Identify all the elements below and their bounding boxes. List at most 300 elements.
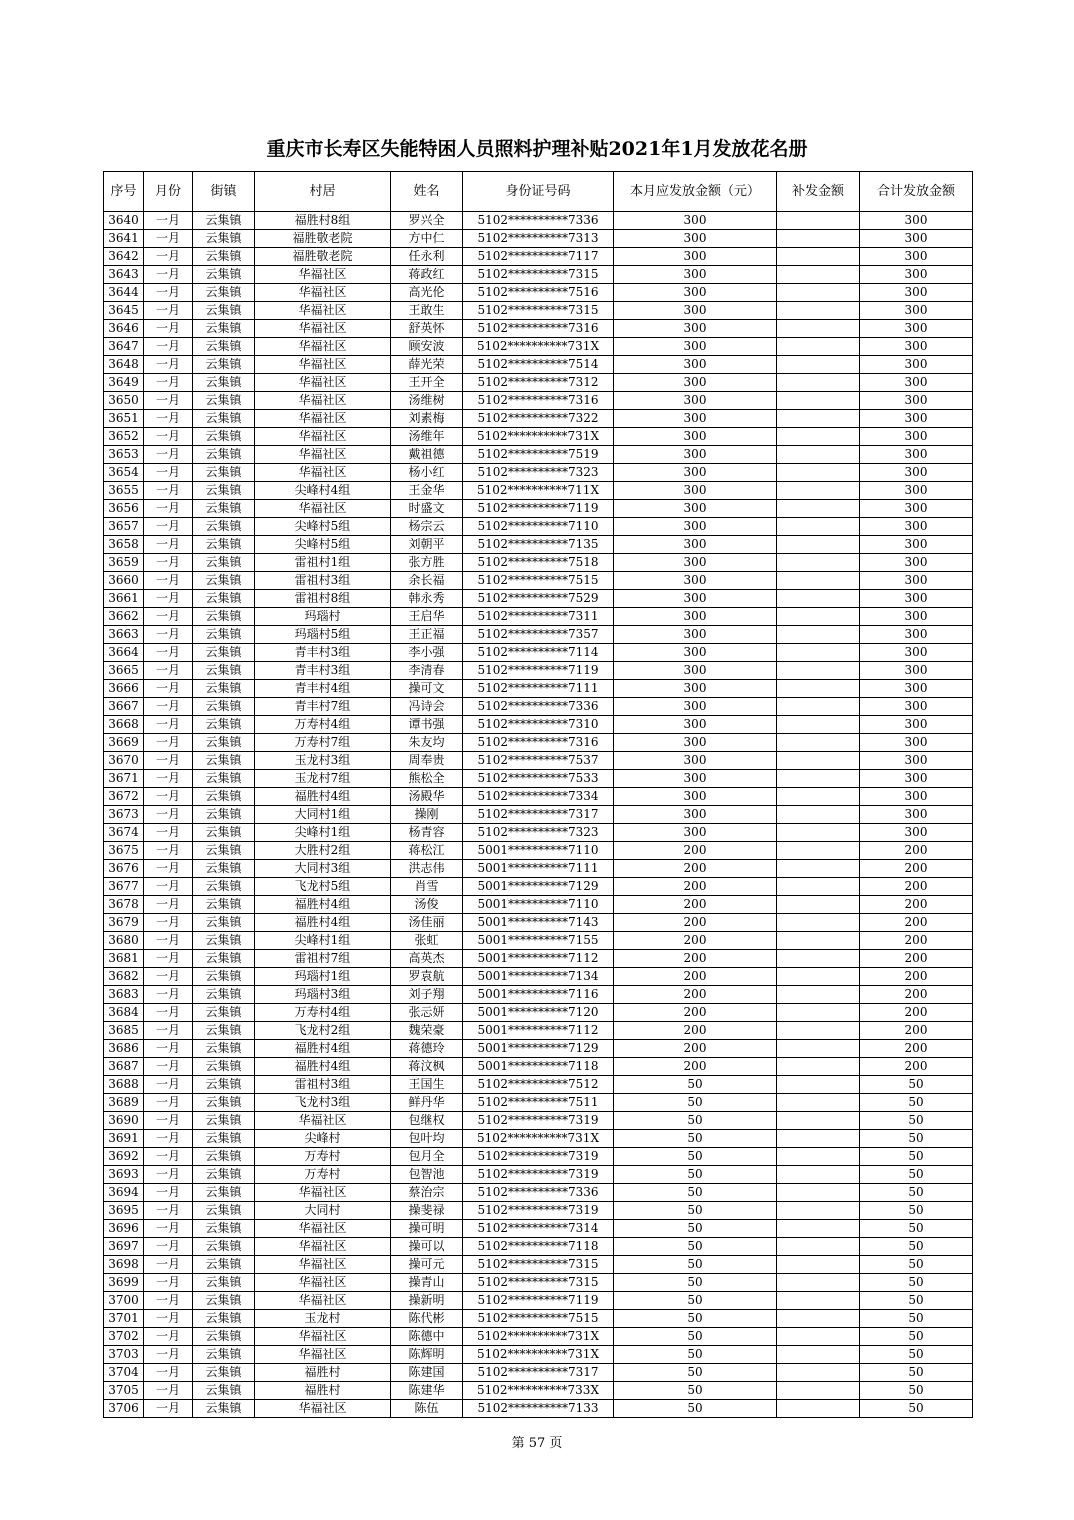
cell-town: 云集镇 — [193, 356, 255, 374]
cell-total-amount: 300 — [860, 392, 973, 410]
cell-id-number: 5102**********7537 — [463, 752, 614, 770]
cell-town: 云集镇 — [193, 1040, 255, 1058]
cell-monthly-amount: 300 — [614, 608, 777, 626]
table-row — [104, 1184, 973, 1202]
cell-name: 王启华 — [391, 608, 463, 626]
cell-seq: 3678 — [104, 896, 144, 914]
cell-month: 一月 — [144, 1328, 193, 1346]
cell-name: 鲜丹华 — [391, 1094, 463, 1112]
cell-town: 云集镇 — [193, 248, 255, 266]
table-row — [104, 626, 973, 644]
cell-month: 一月 — [144, 572, 193, 590]
cell-seq: 3657 — [104, 518, 144, 536]
cell-name: 张虹 — [391, 932, 463, 950]
cell-month: 一月 — [144, 590, 193, 608]
cell-month: 一月 — [144, 734, 193, 752]
cell-town: 云集镇 — [193, 266, 255, 284]
cell-total-amount: 50 — [860, 1184, 973, 1202]
cell-seq: 3653 — [104, 446, 144, 464]
cell-name: 余长福 — [391, 572, 463, 590]
table-row — [104, 842, 973, 860]
cell-id-number: 5102**********7336 — [463, 1184, 614, 1202]
cell-month: 一月 — [144, 1130, 193, 1148]
cell-monthly-amount: 300 — [614, 212, 777, 230]
table-row — [104, 1166, 973, 1184]
cell-name: 汤维树 — [391, 392, 463, 410]
cell-village: 福胜村4组 — [255, 1058, 391, 1076]
cell-total-amount: 300 — [860, 716, 973, 734]
cell-seq: 3694 — [104, 1184, 144, 1202]
table-row — [104, 266, 973, 284]
cell-monthly-amount: 200 — [614, 1058, 777, 1076]
table-row — [104, 464, 973, 482]
cell-monthly-amount: 50 — [614, 1148, 777, 1166]
table-row — [104, 1022, 973, 1040]
cell-town: 云集镇 — [193, 842, 255, 860]
cell-month: 一月 — [144, 896, 193, 914]
cell-town: 云集镇 — [193, 734, 255, 752]
cell-town: 云集镇 — [193, 338, 255, 356]
cell-month: 一月 — [144, 1364, 193, 1382]
cell-supplement-amount — [777, 1202, 860, 1220]
cell-supplement-amount — [777, 266, 860, 284]
table-row — [104, 1292, 973, 1310]
cell-total-amount: 300 — [860, 320, 973, 338]
cell-supplement-amount — [777, 680, 860, 698]
table-row — [104, 1076, 973, 1094]
cell-seq: 3699 — [104, 1274, 144, 1292]
cell-monthly-amount: 200 — [614, 1022, 777, 1040]
cell-monthly-amount: 50 — [614, 1400, 777, 1418]
cell-month: 一月 — [144, 482, 193, 500]
cell-month: 一月 — [144, 1400, 193, 1418]
cell-seq: 3648 — [104, 356, 144, 374]
table-row — [104, 1094, 973, 1112]
cell-name: 韩永秀 — [391, 590, 463, 608]
cell-town: 云集镇 — [193, 824, 255, 842]
table-row — [104, 1382, 973, 1400]
cell-total-amount: 200 — [860, 932, 973, 950]
cell-month: 一月 — [144, 968, 193, 986]
cell-supplement-amount — [777, 1040, 860, 1058]
cell-town: 云集镇 — [193, 1364, 255, 1382]
cell-id-number: 5102**********7533 — [463, 770, 614, 788]
cell-village: 尖峰村5组 — [255, 518, 391, 536]
table-row — [104, 230, 973, 248]
cell-monthly-amount: 200 — [614, 896, 777, 914]
cell-name: 陈德中 — [391, 1328, 463, 1346]
cell-name: 顾安波 — [391, 338, 463, 356]
cell-total-amount: 50 — [860, 1346, 973, 1364]
table-row — [104, 428, 973, 446]
header-monthly-amount: 本月应发放金额（元） — [614, 172, 777, 212]
cell-supplement-amount — [777, 788, 860, 806]
cell-village: 玛瑙村5组 — [255, 626, 391, 644]
cell-seq: 3640 — [104, 212, 144, 230]
cell-month: 一月 — [144, 1184, 193, 1202]
cell-id-number: 5102**********7515 — [463, 572, 614, 590]
cell-monthly-amount: 300 — [614, 356, 777, 374]
cell-month: 一月 — [144, 1220, 193, 1238]
cell-supplement-amount — [777, 1184, 860, 1202]
cell-month: 一月 — [144, 230, 193, 248]
cell-village: 华福社区 — [255, 1346, 391, 1364]
cell-monthly-amount: 200 — [614, 968, 777, 986]
cell-id-number: 5102**********7315 — [463, 1274, 614, 1292]
cell-name: 王开全 — [391, 374, 463, 392]
table-row — [104, 752, 973, 770]
cell-village: 雷祖村8组 — [255, 590, 391, 608]
cell-village: 华福社区 — [255, 1238, 391, 1256]
cell-village: 尖峰村1组 — [255, 932, 391, 950]
cell-town: 云集镇 — [193, 320, 255, 338]
cell-village: 福胜村4组 — [255, 914, 391, 932]
cell-town: 云集镇 — [193, 626, 255, 644]
cell-name: 杨小红 — [391, 464, 463, 482]
cell-seq: 3686 — [104, 1040, 144, 1058]
cell-total-amount: 300 — [860, 230, 973, 248]
cell-seq: 3681 — [104, 950, 144, 968]
cell-id-number: 5102**********7319 — [463, 1148, 614, 1166]
cell-village: 青丰村4组 — [255, 680, 391, 698]
cell-monthly-amount: 300 — [614, 518, 777, 536]
cell-town: 云集镇 — [193, 1292, 255, 1310]
cell-town: 云集镇 — [193, 1058, 255, 1076]
cell-id-number: 5102**********7312 — [463, 374, 614, 392]
cell-total-amount: 50 — [860, 1130, 973, 1148]
cell-town: 云集镇 — [193, 1238, 255, 1256]
cell-id-number: 5102**********7357 — [463, 626, 614, 644]
cell-village: 华福社区 — [255, 1400, 391, 1418]
cell-supplement-amount — [777, 338, 860, 356]
cell-monthly-amount: 300 — [614, 320, 777, 338]
cell-town: 云集镇 — [193, 518, 255, 536]
cell-seq: 3690 — [104, 1112, 144, 1130]
cell-total-amount: 300 — [860, 770, 973, 788]
cell-seq: 3689 — [104, 1094, 144, 1112]
cell-monthly-amount: 50 — [614, 1112, 777, 1130]
cell-total-amount: 300 — [860, 428, 973, 446]
cell-town: 云集镇 — [193, 716, 255, 734]
cell-id-number: 5102**********733X — [463, 1382, 614, 1400]
cell-seq: 3665 — [104, 662, 144, 680]
cell-seq: 3644 — [104, 284, 144, 302]
cell-id-number: 5102**********7319 — [463, 1112, 614, 1130]
cell-monthly-amount: 300 — [614, 266, 777, 284]
cell-village: 青丰村3组 — [255, 644, 391, 662]
cell-seq: 3703 — [104, 1346, 144, 1364]
cell-total-amount: 50 — [860, 1148, 973, 1166]
cell-month: 一月 — [144, 338, 193, 356]
header-id-number: 身份证号码 — [463, 172, 614, 212]
cell-monthly-amount: 300 — [614, 500, 777, 518]
cell-month: 一月 — [144, 392, 193, 410]
cell-village: 飞龙村5组 — [255, 878, 391, 896]
table-row — [104, 662, 973, 680]
cell-id-number: 5102**********7133 — [463, 1400, 614, 1418]
cell-supplement-amount — [777, 986, 860, 1004]
cell-total-amount: 50 — [860, 1112, 973, 1130]
cell-name: 包叶均 — [391, 1130, 463, 1148]
cell-name: 张忈妍 — [391, 1004, 463, 1022]
cell-seq: 3706 — [104, 1400, 144, 1418]
cell-id-number: 5001**********7129 — [463, 1040, 614, 1058]
cell-town: 云集镇 — [193, 302, 255, 320]
cell-id-number: 5102**********7114 — [463, 644, 614, 662]
cell-name: 王国生 — [391, 1076, 463, 1094]
cell-village: 玉龙村 — [255, 1310, 391, 1328]
cell-name: 刘素梅 — [391, 410, 463, 428]
cell-name: 操可以 — [391, 1238, 463, 1256]
cell-town: 云集镇 — [193, 1148, 255, 1166]
cell-supplement-amount — [777, 1274, 860, 1292]
cell-seq: 3682 — [104, 968, 144, 986]
cell-month: 一月 — [144, 374, 193, 392]
cell-supplement-amount — [777, 1400, 860, 1418]
table-row — [104, 968, 973, 986]
cell-town: 云集镇 — [193, 464, 255, 482]
cell-village: 华福社区 — [255, 464, 391, 482]
table-row — [104, 590, 973, 608]
cell-supplement-amount — [777, 536, 860, 554]
cell-total-amount: 300 — [860, 284, 973, 302]
cell-village: 华福社区 — [255, 1274, 391, 1292]
header-month: 月份 — [144, 172, 193, 212]
cell-town: 云集镇 — [193, 1274, 255, 1292]
table-row — [104, 536, 973, 554]
cell-id-number: 5102**********7334 — [463, 788, 614, 806]
cell-village: 玛瑙村3组 — [255, 986, 391, 1004]
cell-supplement-amount — [777, 1166, 860, 1184]
cell-village: 雷祖村3组 — [255, 1076, 391, 1094]
cell-total-amount: 50 — [860, 1274, 973, 1292]
table-row — [104, 374, 973, 392]
table-row — [104, 896, 973, 914]
cell-total-amount: 300 — [860, 662, 973, 680]
table-row — [104, 1400, 973, 1418]
cell-monthly-amount: 300 — [614, 734, 777, 752]
table-row — [104, 1220, 973, 1238]
cell-village: 福胜村4组 — [255, 896, 391, 914]
cell-village: 福胜敬老院 — [255, 230, 391, 248]
cell-id-number: 5102**********7315 — [463, 302, 614, 320]
header-seq: 序号 — [104, 172, 144, 212]
cell-total-amount: 300 — [860, 536, 973, 554]
cell-total-amount: 50 — [860, 1328, 973, 1346]
cell-month: 一月 — [144, 932, 193, 950]
cell-supplement-amount — [777, 716, 860, 734]
cell-village: 大同村3组 — [255, 860, 391, 878]
cell-village: 华福社区 — [255, 374, 391, 392]
cell-name: 陈代彬 — [391, 1310, 463, 1328]
table-row — [104, 770, 973, 788]
table-row — [104, 392, 973, 410]
cell-town: 云集镇 — [193, 590, 255, 608]
cell-name: 杨青容 — [391, 824, 463, 842]
cell-supplement-amount — [777, 824, 860, 842]
cell-seq: 3701 — [104, 1310, 144, 1328]
cell-id-number: 5102**********7322 — [463, 410, 614, 428]
table-row — [104, 608, 973, 626]
cell-town: 云集镇 — [193, 1076, 255, 1094]
cell-town: 云集镇 — [193, 1400, 255, 1418]
header-village: 村居 — [255, 172, 391, 212]
table-row — [104, 1112, 973, 1130]
cell-month: 一月 — [144, 1040, 193, 1058]
cell-town: 云集镇 — [193, 608, 255, 626]
cell-town: 云集镇 — [193, 284, 255, 302]
cell-supplement-amount — [777, 1346, 860, 1364]
cell-name: 操可文 — [391, 680, 463, 698]
cell-monthly-amount: 50 — [614, 1076, 777, 1094]
cell-id-number: 5102**********711X — [463, 482, 614, 500]
cell-id-number: 5102**********7515 — [463, 1310, 614, 1328]
cell-total-amount: 200 — [860, 860, 973, 878]
cell-village: 华福社区 — [255, 392, 391, 410]
cell-total-amount: 200 — [860, 950, 973, 968]
cell-town: 云集镇 — [193, 914, 255, 932]
cell-id-number: 5102**********7529 — [463, 590, 614, 608]
cell-seq: 3671 — [104, 770, 144, 788]
table-row — [104, 572, 973, 590]
cell-month: 一月 — [144, 1094, 193, 1112]
cell-town: 云集镇 — [193, 374, 255, 392]
cell-total-amount: 300 — [860, 302, 973, 320]
cell-seq: 3666 — [104, 680, 144, 698]
cell-supplement-amount — [777, 644, 860, 662]
cell-monthly-amount: 50 — [614, 1256, 777, 1274]
cell-id-number: 5102**********7519 — [463, 446, 614, 464]
cell-id-number: 5102**********7514 — [463, 356, 614, 374]
cell-monthly-amount: 300 — [614, 248, 777, 266]
page-number: 第 57 页 — [511, 1436, 563, 1451]
cell-monthly-amount: 300 — [614, 806, 777, 824]
cell-name: 冯诗会 — [391, 698, 463, 716]
cell-id-number: 5102**********7516 — [463, 284, 614, 302]
cell-month: 一月 — [144, 842, 193, 860]
cell-village: 万寿村4组 — [255, 716, 391, 734]
cell-month: 一月 — [144, 608, 193, 626]
cell-month: 一月 — [144, 1256, 193, 1274]
cell-id-number: 5102**********731X — [463, 1328, 614, 1346]
cell-monthly-amount: 300 — [614, 554, 777, 572]
cell-total-amount: 200 — [860, 896, 973, 914]
header-name: 姓名 — [391, 172, 463, 212]
cell-id-number: 5102**********731X — [463, 1346, 614, 1364]
table-row — [104, 554, 973, 572]
cell-monthly-amount: 300 — [614, 752, 777, 770]
cell-id-number: 5001**********7110 — [463, 896, 614, 914]
cell-supplement-amount — [777, 1094, 860, 1112]
cell-supplement-amount — [777, 1148, 860, 1166]
cell-seq: 3643 — [104, 266, 144, 284]
table-row — [104, 1130, 973, 1148]
cell-monthly-amount: 300 — [614, 572, 777, 590]
cell-seq: 3677 — [104, 878, 144, 896]
cell-seq: 3696 — [104, 1220, 144, 1238]
cell-village: 万寿村 — [255, 1148, 391, 1166]
cell-month: 一月 — [144, 518, 193, 536]
cell-town: 云集镇 — [193, 1130, 255, 1148]
table-row — [104, 932, 973, 950]
cell-town: 云集镇 — [193, 554, 255, 572]
cell-monthly-amount: 50 — [614, 1238, 777, 1256]
cell-id-number: 5001**********7112 — [463, 950, 614, 968]
cell-total-amount: 300 — [860, 212, 973, 230]
cell-village: 华福社区 — [255, 1256, 391, 1274]
cell-monthly-amount: 300 — [614, 446, 777, 464]
header-supplement-amount: 补发金额 — [777, 172, 860, 212]
cell-monthly-amount: 300 — [614, 374, 777, 392]
cell-village: 华福社区 — [255, 356, 391, 374]
cell-id-number: 5102**********7315 — [463, 1256, 614, 1274]
cell-name: 周奉贵 — [391, 752, 463, 770]
cell-village: 华福社区 — [255, 500, 391, 518]
cell-monthly-amount: 300 — [614, 302, 777, 320]
cell-supplement-amount — [777, 410, 860, 428]
cell-monthly-amount: 50 — [614, 1382, 777, 1400]
cell-supplement-amount — [777, 1256, 860, 1274]
cell-supplement-amount — [777, 572, 860, 590]
cell-village: 尖峰村5组 — [255, 536, 391, 554]
cell-seq: 3688 — [104, 1076, 144, 1094]
cell-name: 陈辉明 — [391, 1346, 463, 1364]
cell-monthly-amount: 300 — [614, 464, 777, 482]
cell-month: 一月 — [144, 410, 193, 428]
cell-month: 一月 — [144, 284, 193, 302]
cell-id-number: 5001**********7134 — [463, 968, 614, 986]
table-row — [104, 284, 973, 302]
cell-town: 云集镇 — [193, 572, 255, 590]
cell-supplement-amount — [777, 428, 860, 446]
cell-month: 一月 — [144, 1148, 193, 1166]
cell-name: 洪志伟 — [391, 860, 463, 878]
cell-name: 包继权 — [391, 1112, 463, 1130]
cell-total-amount: 50 — [860, 1076, 973, 1094]
cell-month: 一月 — [144, 1292, 193, 1310]
cell-supplement-amount — [777, 878, 860, 896]
cell-supplement-amount — [777, 320, 860, 338]
table-row — [104, 302, 973, 320]
cell-total-amount: 50 — [860, 1400, 973, 1418]
cell-seq: 3676 — [104, 860, 144, 878]
cell-monthly-amount: 200 — [614, 950, 777, 968]
cell-id-number: 5102**********731X — [463, 428, 614, 446]
cell-monthly-amount: 300 — [614, 716, 777, 734]
cell-name: 蒋德玲 — [391, 1040, 463, 1058]
cell-supplement-amount — [777, 950, 860, 968]
cell-seq: 3691 — [104, 1130, 144, 1148]
cell-id-number: 5102**********7319 — [463, 1202, 614, 1220]
cell-village: 福胜村4组 — [255, 1040, 391, 1058]
cell-name: 操新明 — [391, 1292, 463, 1310]
roster-body — [104, 212, 973, 1418]
cell-supplement-amount — [777, 842, 860, 860]
cell-supplement-amount — [777, 284, 860, 302]
cell-month: 一月 — [144, 1112, 193, 1130]
cell-village: 福胜敬老院 — [255, 248, 391, 266]
cell-month: 一月 — [144, 536, 193, 554]
cell-supplement-amount — [777, 518, 860, 536]
cell-monthly-amount: 50 — [614, 1220, 777, 1238]
table-row — [104, 698, 973, 716]
table-row — [104, 716, 973, 734]
cell-month: 一月 — [144, 554, 193, 572]
cell-id-number: 5102**********7315 — [463, 266, 614, 284]
cell-seq: 3670 — [104, 752, 144, 770]
cell-month: 一月 — [144, 1004, 193, 1022]
cell-village: 飞龙村2组 — [255, 1022, 391, 1040]
